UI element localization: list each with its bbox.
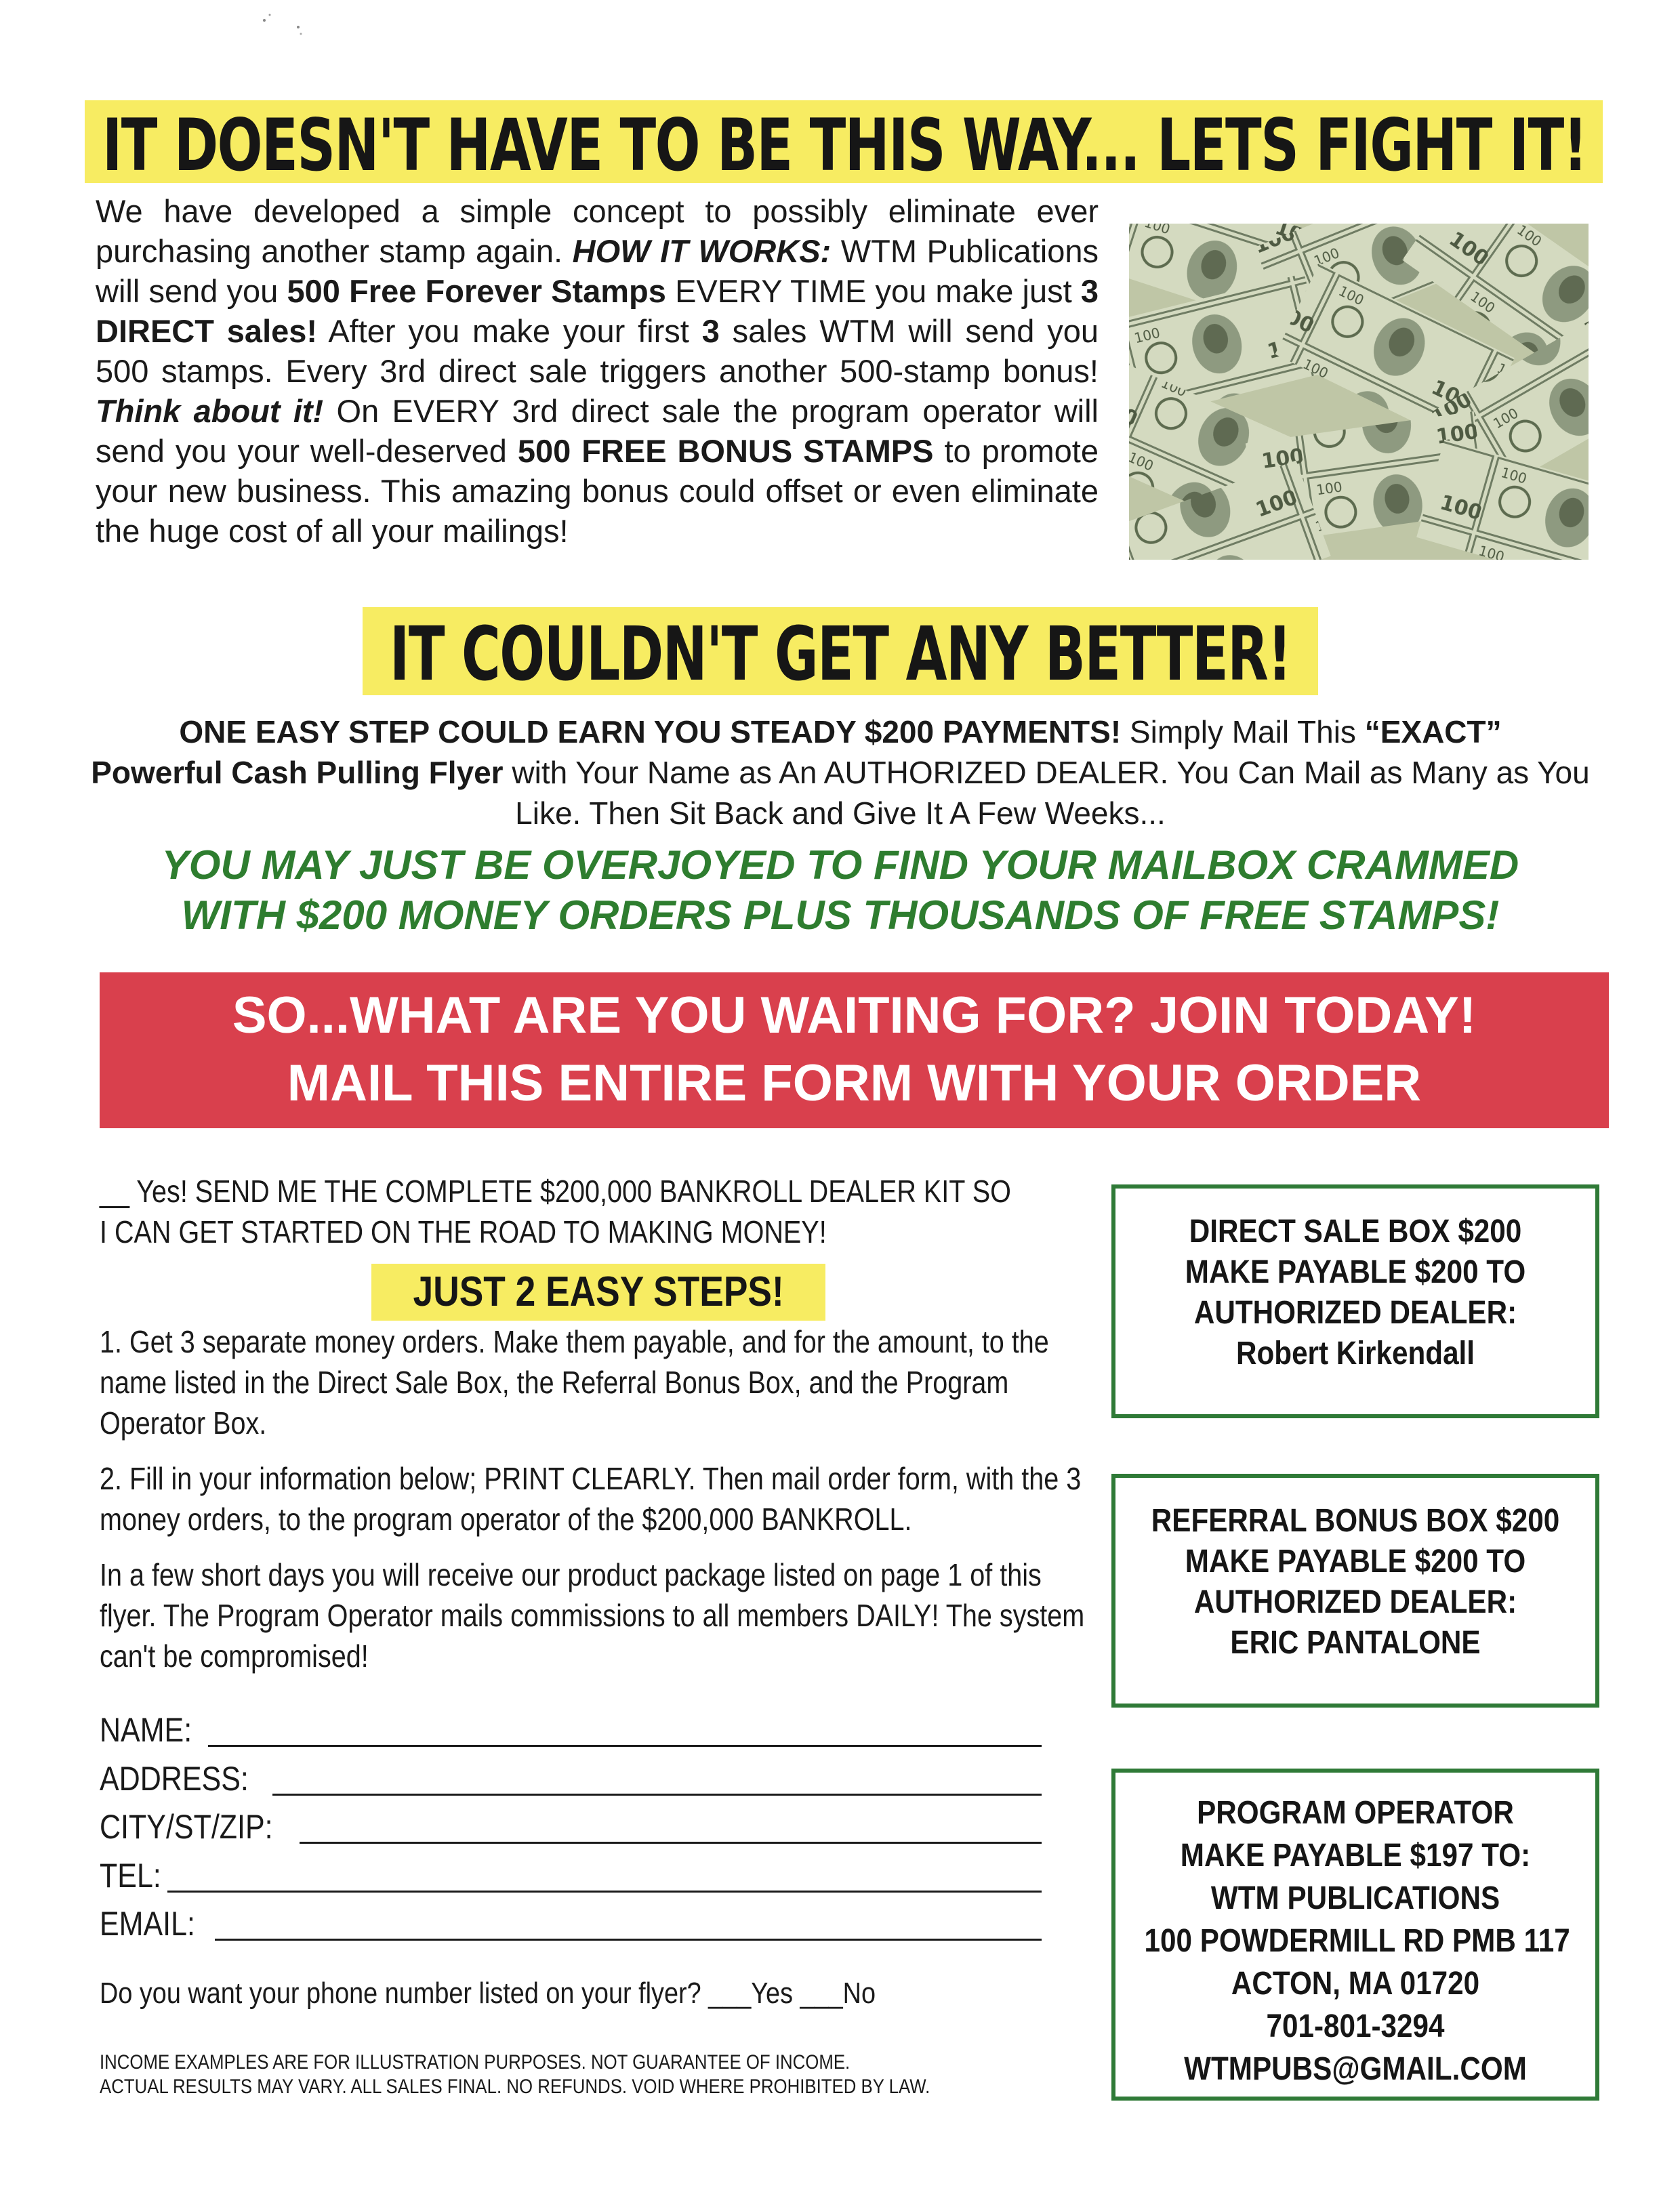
headline-top: IT DOESN'T HAVE TO BE THIS WAY... LETS FIGHT IT!: [85, 100, 1603, 183]
tel-field[interactable]: [100, 1853, 1042, 1898]
money-pile-image: [1129, 224, 1589, 560]
referral-bonus-box: REFERRAL BONUS BOX $200 MAKE PAYABLE $200 TO AUTHORIZED DEALER: ERIC PANTALONE: [1111, 1474, 1599, 1708]
intro-paragraph: We have developed a simple concept to possibly eliminate ever purchasing another stamp again. HOW IT WORKS: WTM Publications will send you 500 Free Forever Stamps EVERY TIME you make just 3 DIRECT sales! After you make your first 3 sales WTM will send you 500 stamps. Every 3rd direct sale triggers another 500-stamp bonus! Think about it! On EVERY 3rd direct sale the program operator will send you your well-deserved 500 FREE BONUS STAMPS to promote your new business. This amazing bonus could offset or even eliminate the huge cost of all your mailings!: [96, 193, 1099, 549]
dealer-pitch: ONE EASY STEP COULD EARN YOU STEADY $200 PAYMENTS! Simply Mail This “EXACT” Powerful Cash Pulling Flyer with Your Name as An AUTHORIZED DEALER. You Can Mail as Many as You Like. Then Sit Back and Give It A Few Weeks...: [91, 714, 1590, 831]
operator-phone: 701-801-3294: [1266, 2008, 1445, 2044]
direct-sale-box: DIRECT SALE BOX $200 MAKE PAYABLE $200 TO AUTHORIZED DEALER: Robert Kirkendall: [1111, 1184, 1599, 1418]
delivery-note: In a few short days you will receive our product package listed on page 1 of this flyer. The Program Operator mails commissions to all members DAILY! The system can't be compromised!: [100, 1557, 1085, 1674]
income-disclaimer: INCOME EXAMPLES ARE FOR ILLUSTRATION PURPOSES. NOT GUARANTEE OF INCOME. ACTUAL RESULTS MAY VARY. ALL SALES FINAL. NO REFUNDS. VOID WHERE PROHIBITED BY LAW.: [100, 2051, 930, 2098]
operator-city: ACTON, MA 01720: [1231, 1966, 1480, 2002]
email-line[interactable]: [215, 1939, 1042, 1941]
operator-address: 100 POWDERMILL RD PMB 117: [1144, 1923, 1570, 1959]
address-field[interactable]: [100, 1756, 1042, 1801]
step-2: 2. Fill in your information below; PRINT CLEARLY. Then mail order form, with the 3 money orders, to the program operator of the $200,000 BANKROLL.: [100, 1461, 1082, 1537]
step-1: 1. Get 3 separate money orders. Make them payable, and for the amount, to the name listed in the Direct Sale Box, the Referral Bonus Box, and the Program Operator Box.: [100, 1324, 1049, 1441]
order-yes-checkbox-line[interactable]: __ Yes! SEND ME THE COMPLETE $200,000 BANKROLL DEALER KIT SO I CAN GET STARTED ON THE ROAD TO MAKING MONEY!: [100, 1174, 1011, 1250]
scan-specks: [258, 7, 319, 41]
city-state-zip-field[interactable]: [100, 1804, 1042, 1849]
steps-instructions: [100, 1321, 1102, 1691]
operator-email: WTMPUBS@GMAIL.COM: [1184, 2051, 1527, 2087]
green-line-2: WITH $200 MONEY ORDERS PLUS THOUSANDS OF FREE STAMPS!: [181, 892, 1500, 938]
banner-line-1: SO...WHAT ARE YOU WAITING FOR? JOIN TODAY!: [232, 987, 1477, 1044]
tel-label: TEL:: [100, 1857, 161, 1895]
join-today-banner: [100, 972, 1609, 1128]
email-label: EMAIL:: [100, 1905, 195, 1943]
address-label: ADDRESS:: [100, 1760, 249, 1798]
name-line[interactable]: [208, 1745, 1042, 1747]
name-label: NAME:: [100, 1711, 192, 1749]
program-operator-box: PROGRAM OPERATOR MAKE PAYABLE $197 TO: WTM PUBLICATIONS 100 POWDERMILL RD PMB 117 ACTON, MA 01720 701-801-3294 WTMPUBS@GMAIL.COM: [1111, 1769, 1599, 2101]
name-field[interactable]: [100, 1708, 1042, 1752]
green-promise: [88, 840, 1593, 941]
referral-dealer-name: ERIC PANTALONE: [1230, 1625, 1481, 1661]
city-state-zip-label: CITY/ST/ZIP:: [100, 1808, 273, 1846]
banner-line-2: MAIL THIS ENTIRE FORM WITH YOUR ORDER: [287, 1054, 1422, 1112]
tel-line[interactable]: [167, 1891, 1042, 1893]
direct-dealer-name: Robert Kirkendall: [1235, 1336, 1475, 1371]
address-line[interactable]: [272, 1794, 1042, 1796]
steps-title: JUST 2 EASY STEPS!: [371, 1264, 825, 1321]
city-state-zip-line[interactable]: [300, 1842, 1042, 1844]
headline-middle: IT COULDN'T GET ANY BETTER!: [363, 607, 1318, 695]
phone-listing-question[interactable]: Do you want your phone number listed on your flyer? ___Yes ___No: [100, 1977, 876, 2010]
bill-layer: [1129, 224, 1589, 560]
email-field[interactable]: [100, 1901, 1042, 1946]
green-line-1: YOU MAY JUST BE OVERJOYED TO FIND YOUR MAILBOX CRAMMED: [161, 842, 1519, 888]
how-it-works-label: HOW IT WORKS:: [572, 233, 832, 269]
